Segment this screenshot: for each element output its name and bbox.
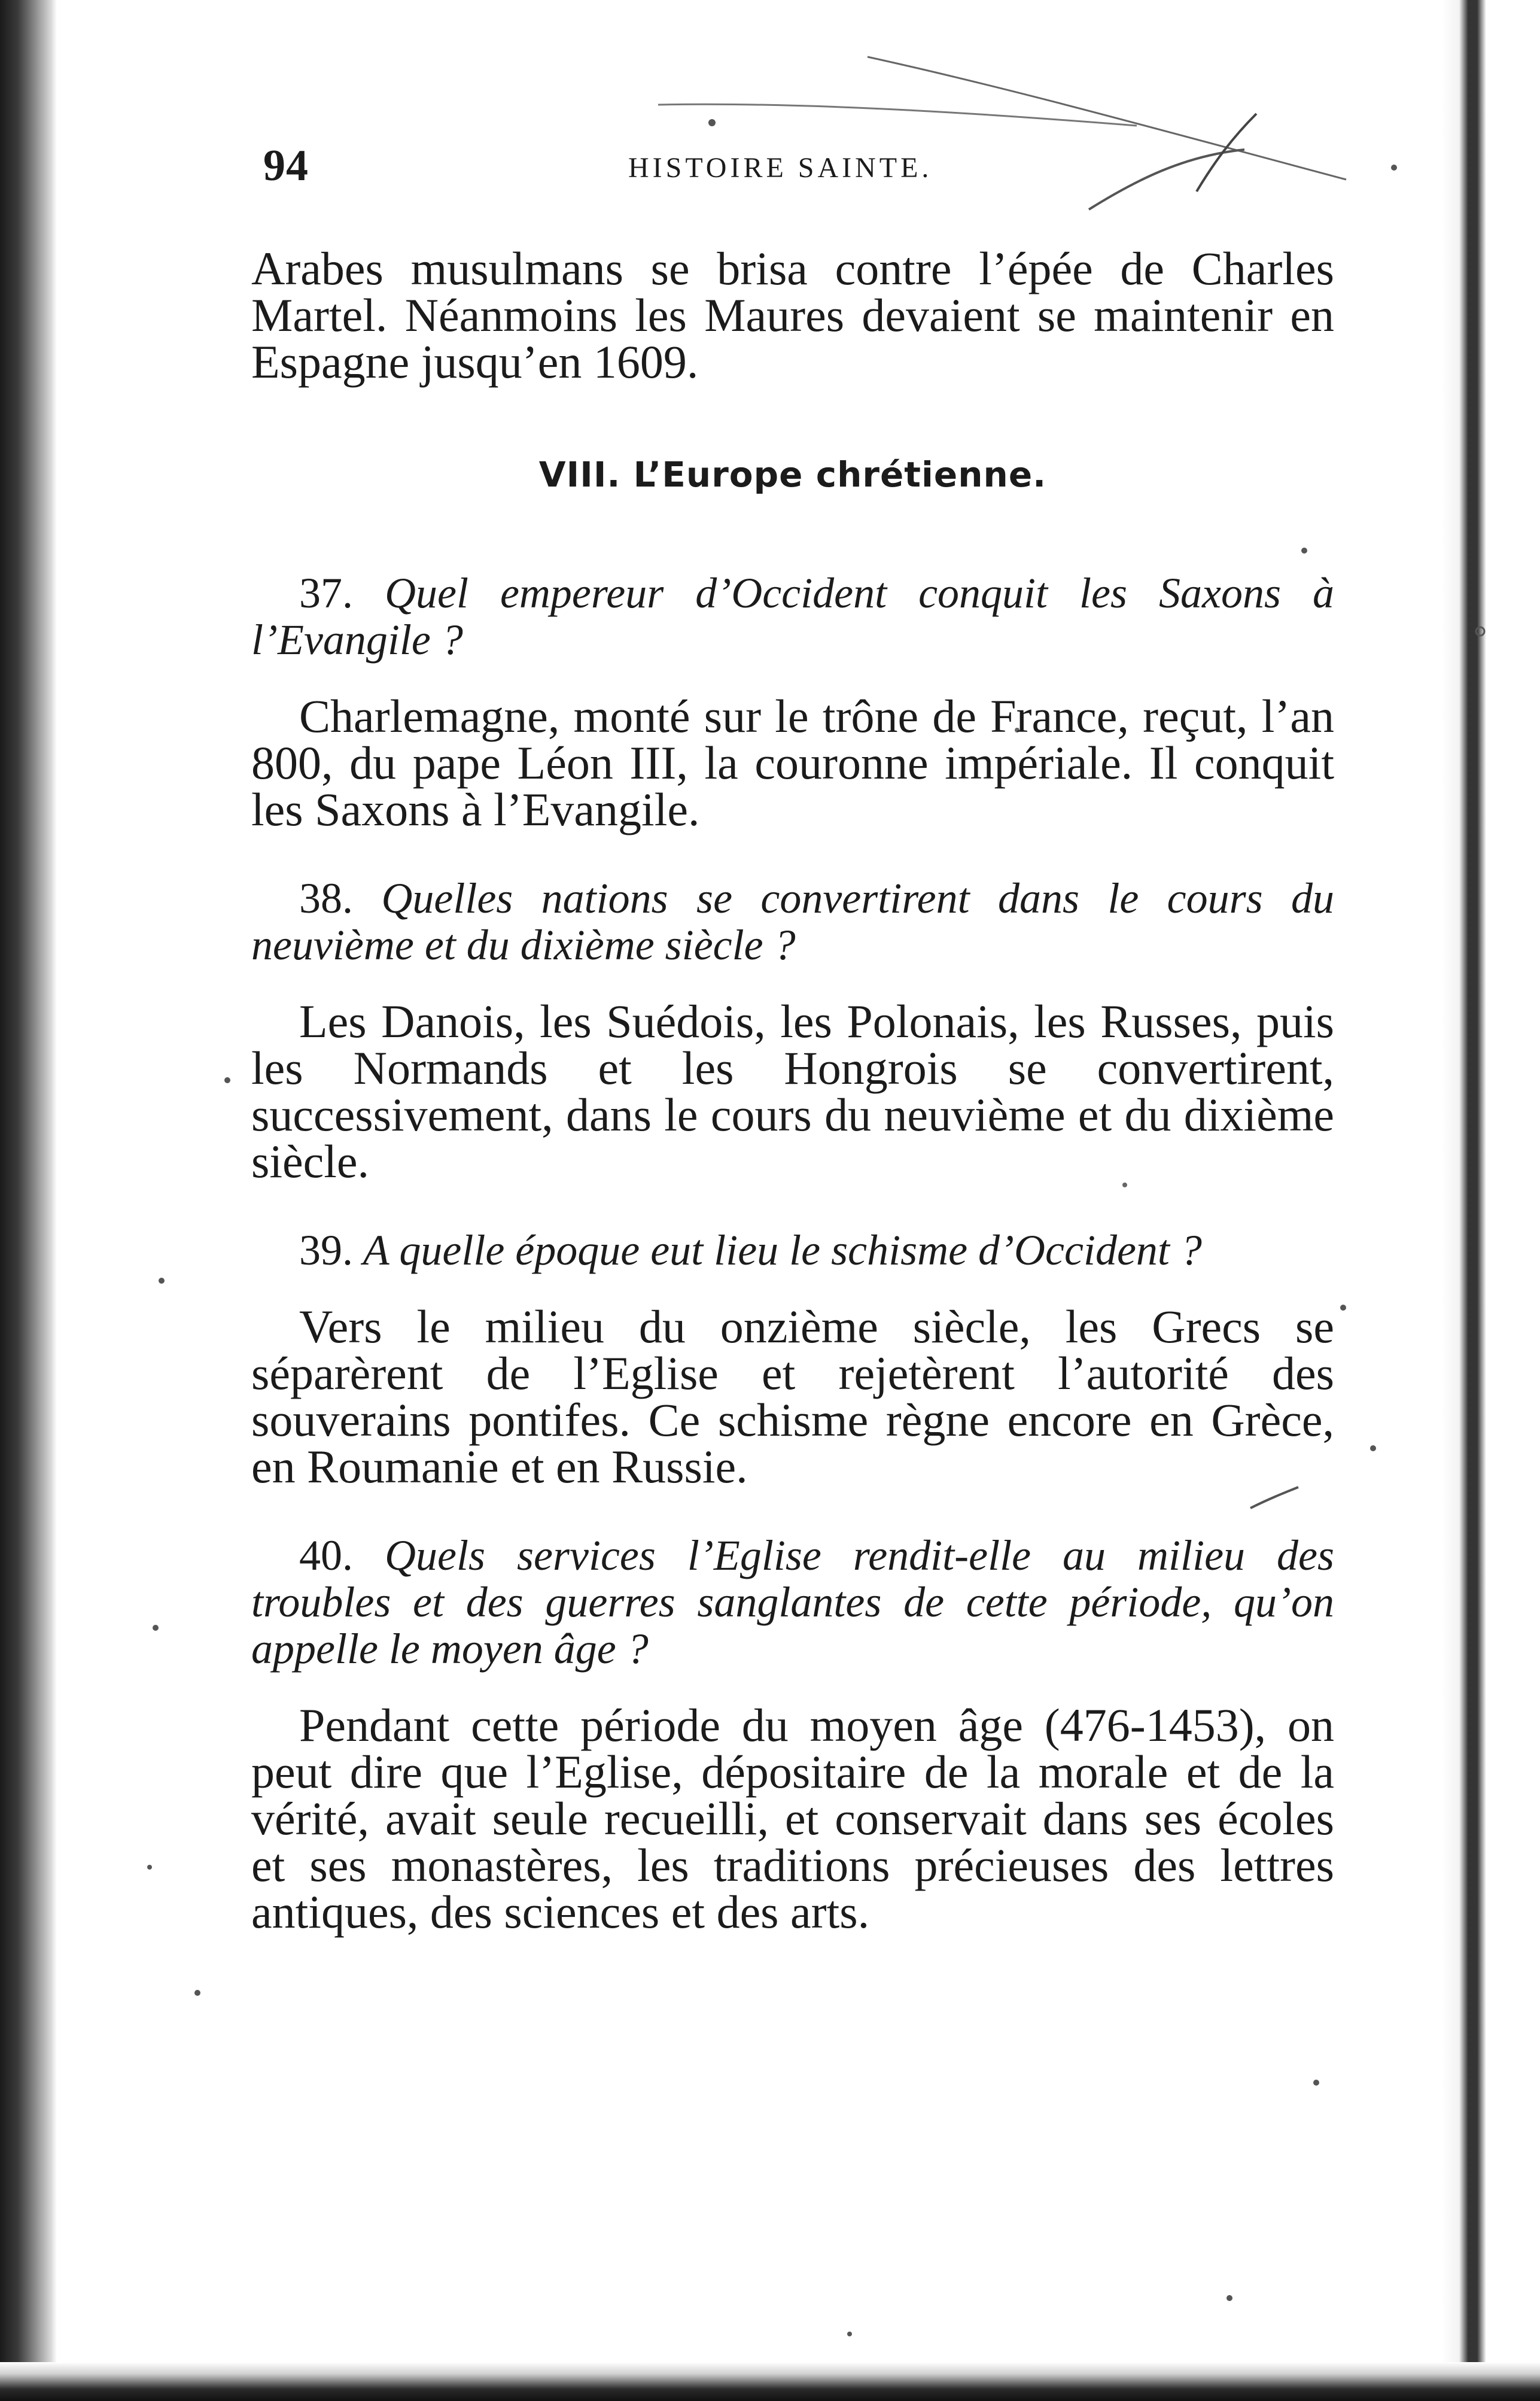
running-head: HISTOIRE SAINTE. <box>628 152 933 184</box>
question-number: 38. <box>299 874 353 922</box>
answer-38: Les Danois, les Suédois, les Polonais, les Russes, puis les Normands et les Hongrois se convertirent, successivement, dans le cours du neuvième et du dixième siècle. <box>251 995 1334 1187</box>
answer-39: Vers le milieu du onzième siècle, les Grecs se séparèrent de l’Eglise et rejetèrent l’autorité des souverains pontifes. Ce schisme règne encore en Grèce, en Roumanie et en Russie. <box>251 1300 1334 1493</box>
page-number: 94 <box>263 141 309 190</box>
question-40 <box>251 1532 1334 1672</box>
answer-37: Charlemagne, monté sur le trône de France, reçut, l’an 800, du pape Léon III, la couronne impériale. Il conquit les Saxons à l’Evangile. <box>251 690 1334 835</box>
question-number: 39. <box>299 1226 353 1274</box>
section-heading: VIII. L’Europe chrétienne. <box>538 454 1047 495</box>
question-39 <box>251 1227 1334 1274</box>
question-number: 37. <box>299 569 353 617</box>
question-text: Quels services l’Eglise rendit-elle au milieu des troubles et des guerres sanglantes de cette période, qu’on appelle le moyen âge ? <box>251 1531 1335 1673</box>
question-text: Quelles nations se convertirent dans le cours du neuvième et du dixième siècle ? <box>251 874 1334 969</box>
question-text: Quel empereur d’Occident conquit les Saxons à l’Evangile ? <box>251 569 1335 664</box>
question-text: A quelle époque eut lieu le schisme d’Occident ? <box>363 1226 1202 1274</box>
answer-40: Pendant cette période du moyen âge (476-1453), on peut dire que l’Eglise, dépositaire de la morale et de la vérité, avait seule recueilli, et conservait dans ses écoles et ses monastères, les traditions précieuses des lettres antiques, des sciences et des arts. <box>251 1699 1334 1938</box>
page-content <box>251 242 1335 1977</box>
page-header <box>263 141 1328 206</box>
question-38 <box>251 875 1334 968</box>
question-37 <box>251 570 1334 663</box>
intro-paragraph: Arabes musulmans se brisa contre l’épée de Charles Martel. Néanmoins les Maures devaient se maintenir en Espagne jusqu’en 1609. <box>251 242 1334 388</box>
question-number: 40. <box>299 1531 353 1579</box>
